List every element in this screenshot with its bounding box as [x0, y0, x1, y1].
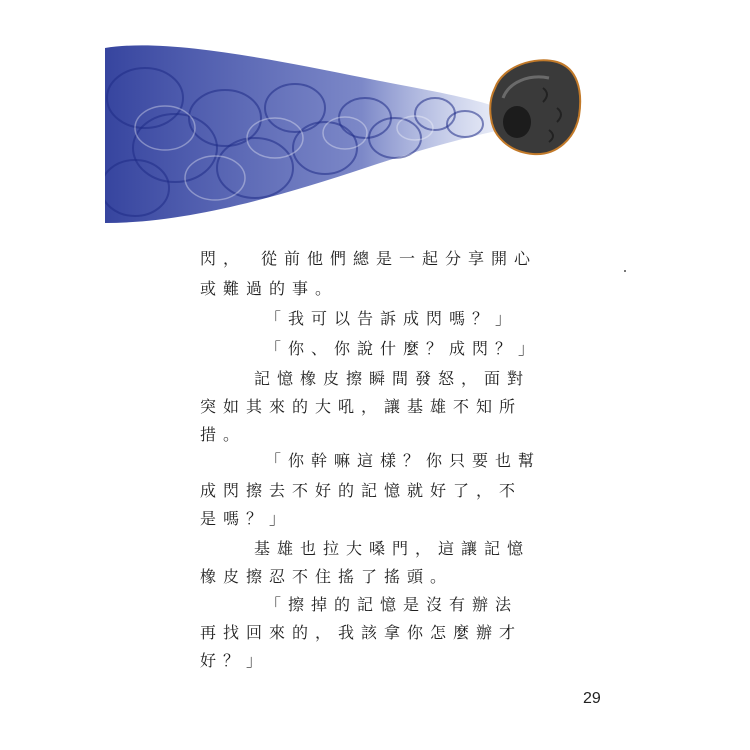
- story-line-10: 是嗎？」: [200, 509, 293, 528]
- rock-eraser: [490, 60, 580, 154]
- story-line-13: 「擦掉的記憶是沒有辦法: [265, 595, 519, 614]
- story-line-9: 成閃擦去不好的記憶就好了，不: [200, 481, 523, 500]
- story-line-1: 閃， 從前他們總是一起分享開心: [200, 249, 538, 268]
- story-line-12: 橡皮擦忍不住搖了搖頭。: [200, 567, 454, 586]
- story-line-3: 「我可以告訴成閃嗎？」: [265, 309, 519, 328]
- story-line-8: 「你幹嘛這樣？你只要也幫: [265, 451, 542, 470]
- page-number: 29: [583, 690, 601, 707]
- story-line-6: 突如其來的大吼，讓基雄不知所: [200, 397, 523, 416]
- story-line-5: 記憶橡皮擦瞬間發怒，面對: [254, 369, 531, 388]
- swirl-graphic: [105, 38, 585, 228]
- story-line-14: 再找回來的，我該拿你怎麼辦才: [200, 623, 523, 642]
- eraser-swirl-illustration: [105, 38, 585, 228]
- story-line-7: 措。: [200, 425, 247, 444]
- story-line-15: 好？」: [200, 651, 270, 670]
- story-line-11: 基雄也拉大嗓門，這讓記憶: [254, 539, 531, 558]
- story-line-4: 「你、你說什麼？成閃？」: [265, 339, 542, 358]
- story-line-2: 或難過的事。: [200, 279, 339, 298]
- print-dot: [624, 270, 626, 272]
